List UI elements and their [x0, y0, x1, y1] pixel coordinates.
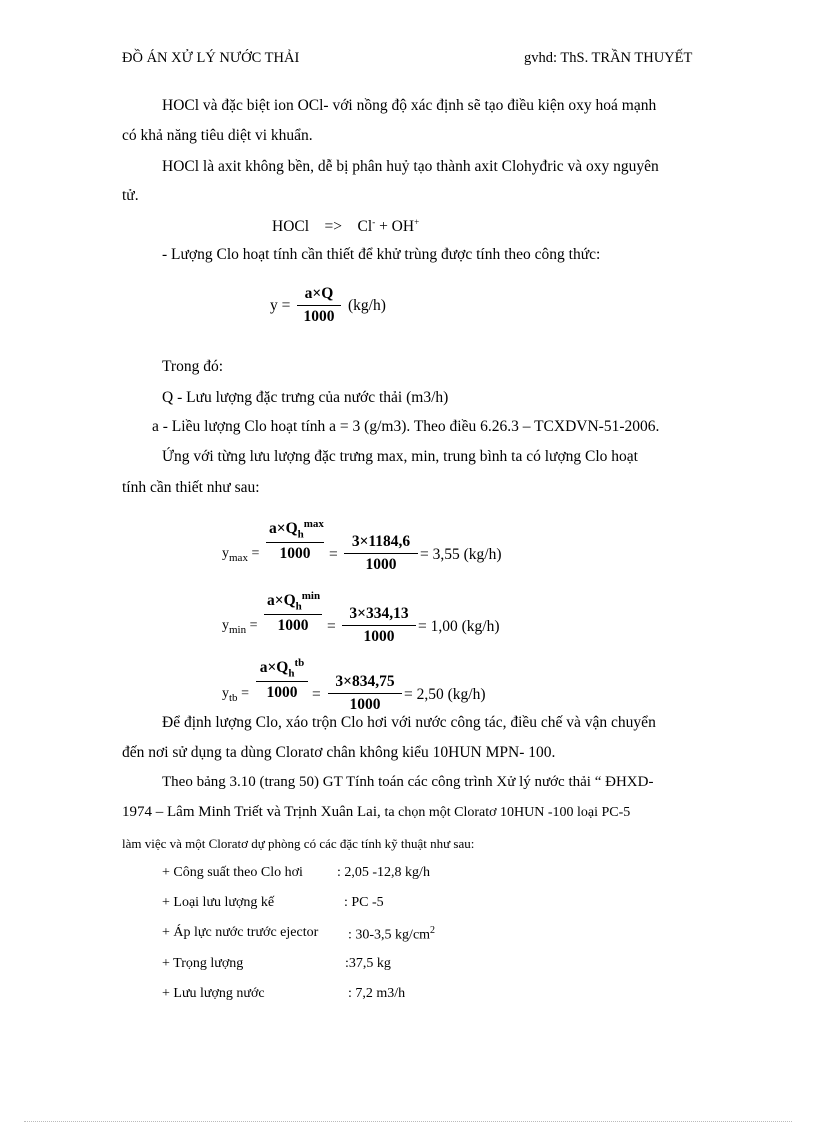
formula-main-fraction: [297, 285, 341, 326]
para5-line1: Để định lượng Clo, xáo trộn Clo hơi với nước công tác, điều chế và vận chuyển: [162, 714, 656, 731]
ymin-value-fraction: 3×334,13 1000: [342, 605, 416, 646]
spec-value: : 7,2 m3/h: [348, 986, 406, 1001]
para2-line1: HOCl là axit không bền, dễ bị phân huỷ tạo thành axit Clohyđric và oxy nguyên: [162, 158, 659, 175]
ytb-eq: =: [312, 686, 321, 703]
reaction-oh-charge: +: [414, 217, 420, 227]
spec-row: + Áp lực nước trước ejector: [162, 925, 319, 940]
reaction-cl-charge: -: [372, 217, 376, 227]
para6-line3: làm việc và một Cloratơ dự phòng có các đặc tính kỹ thuật như sau:: [122, 836, 475, 851]
ymin-eq: =: [327, 618, 336, 635]
where-title: Trong đó:: [162, 358, 224, 375]
para6-line1a: Theo bảng 3.10 (trang 50) GT Tính toán các công trình: [162, 774, 497, 790]
spec-row: + Trọng lượng: [162, 956, 244, 971]
ymax-eq: =: [329, 546, 338, 563]
ymin-result: = 1,00 (kg/h): [418, 618, 500, 635]
para6-line2a: 1974 – Lâm Minh Triết và Trịnh Xuân Lai,: [122, 804, 385, 820]
reaction-equation: [272, 217, 419, 236]
ytb-result: = 2,50 (kg/h): [404, 686, 486, 703]
spec-row: + Loại lưu lượng kế: [162, 895, 275, 910]
ymax-label: $y_{max}$ =: [222, 546, 260, 564]
header-title: ĐỒ ÁN XỬ LÝ NƯỚC THẢI: [122, 50, 300, 66]
para1-line2: có khả năng tiêu diệt vi khuẩn.: [122, 127, 313, 144]
ymax-value-fraction: 3×1184,6 1000: [344, 533, 418, 574]
where-a: a - Liều lượng Clo hoạt tính a = 3 (g/m3). Theo điều 6.26.3 – TCXDVN-51-2006.: [152, 418, 660, 435]
spec-value: :37,5 kg: [345, 956, 391, 971]
ytb-formula-fraction: $a\times Q_h^{tb}$ 1000: [256, 657, 308, 702]
formula-y-label: y =: [270, 297, 291, 314]
spec-value: : PC -5: [344, 895, 384, 910]
ymin-label: $y_{min}$ =: [222, 618, 258, 636]
where-q: Q - Lưu lượng đặc trưng của nước thải (m3/h): [162, 389, 449, 406]
reaction-cl: Cl: [357, 218, 373, 236]
ymax-result: = 3,55 (kg/h): [420, 546, 502, 563]
para6-line1b: Xử lý nước thải “ ĐHXD-: [496, 774, 654, 790]
page-bottom-rule: [24, 1121, 792, 1122]
spec-row: + Công suất theo Clo hơi: [162, 865, 303, 880]
para3: - Lượng Clo hoạt tính cần thiết để khử trùng được tính theo công thức:: [162, 246, 601, 263]
ytb-label: $y_{tb}$ =: [222, 686, 249, 704]
para5-line2: đến nơi sử dụng ta dùng Cloratơ chân không kiểu 10HUN MPN- 100.: [122, 744, 556, 761]
spec-value: : 30-3,5 $kg/cm^2$: [348, 925, 436, 943]
formula-main-unit: (kg/h): [348, 297, 386, 314]
para6-line2: [122, 804, 630, 821]
formula-main-numerator: a×Q: [304, 285, 334, 302]
ytb-value-fraction: 3×834,75 1000: [328, 673, 402, 714]
formula-main-denominator: 1000: [303, 308, 335, 325]
spec-row: + Lưu lượng nước: [162, 986, 265, 1001]
para4-line1: Ứng với từng lưu lượng đặc trưng max, min, trung bình ta có lượng Clo hoạt: [162, 448, 638, 465]
reaction-arrow: =>: [324, 218, 343, 236]
reaction-lhs: HOCl: [272, 218, 310, 236]
spec-value: : 2,05 -12,8 kg/h: [337, 865, 430, 880]
ymin-formula-fraction: $a\times Q_h^{min}$ 1000: [264, 590, 322, 635]
ymax-formula-fraction: $a\times Q_h^{max}$ 1000: [266, 518, 324, 563]
header-supervisor: gvhd: ThS. TRẦN THUYẾT: [524, 50, 693, 66]
para6-line2b: ta chọn một Cloratơ 10HUN -100 loại PC-5: [384, 805, 631, 820]
para4-line2: tính cần thiết như sau:: [122, 479, 260, 496]
para1-line1: HOCl và đặc biệt ion OCl- với nồng độ xác định sẽ tạo điều kiện oxy hoá mạnh: [162, 97, 657, 114]
reaction-oh: + OH: [379, 218, 415, 236]
para2-line2: tử.: [122, 187, 139, 204]
para6-line1: [162, 774, 653, 791]
